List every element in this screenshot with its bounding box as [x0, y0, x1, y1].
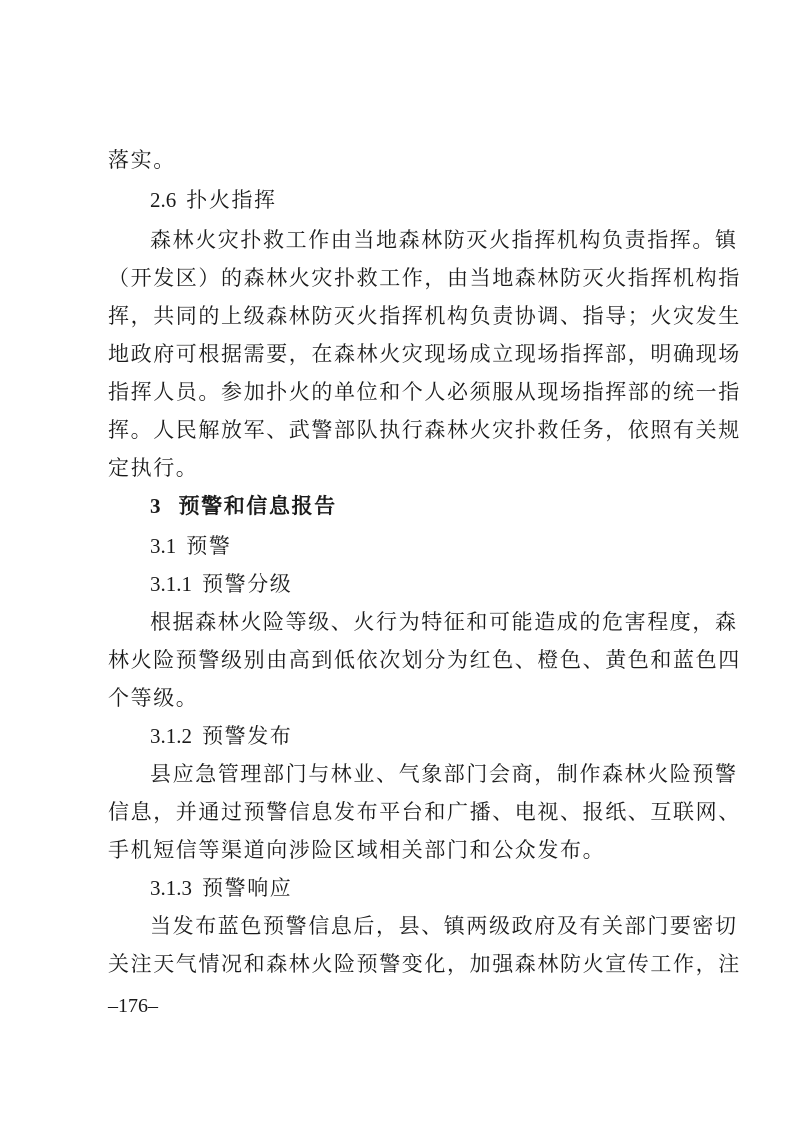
heading-number: 3.1.2	[150, 724, 192, 748]
paragraph-line: （开发区）的森林火灾扑救工作，由当地森林防灭火指挥机构指	[108, 266, 741, 290]
section-heading-3	[150, 494, 735, 518]
paragraph-line: 定执行。	[108, 456, 199, 480]
heading-number: 3	[150, 494, 161, 518]
heading-text: 预警和信息报告	[178, 494, 337, 518]
paragraph-line: 地政府可根据需要，在森林火灾现场成立现场指挥部，明确现场	[108, 342, 741, 366]
heading-text: 预警分级	[202, 572, 293, 596]
section-heading-3-1-2	[150, 724, 735, 748]
section-heading-3-1-1	[150, 572, 735, 596]
paragraph-line: 信息，并通过预警信息发布平台和广播、电视、报纸、互联网、	[108, 800, 741, 824]
page-number: –176–	[108, 995, 158, 1017]
paragraph-line: 当发布蓝色预警信息后，县、镇两级政府及有关部门要密切	[150, 914, 738, 938]
heading-number: 3.1	[150, 534, 177, 558]
paragraph-line: 县应急管理部门与林业、气象部门会商，制作森林火险预警	[150, 762, 738, 786]
paragraph-line: 森林火灾扑救工作由当地森林防灭火指挥机构负责指挥。镇	[150, 228, 738, 252]
paragraph-line: 关注天气情况和森林火险预警变化，加强森林防火宣传工作，注	[108, 952, 741, 976]
heading-text: 预警发布	[202, 724, 293, 748]
heading-number: 2.6	[150, 188, 177, 212]
heading-number: 3.1.1	[150, 572, 192, 596]
paragraph-line: 手机短信等渠道向涉险区域相关部门和公众发布。	[108, 838, 606, 862]
heading-number: 3.1.3	[150, 876, 192, 900]
heading-text: 预警响应	[202, 876, 293, 900]
paragraph-line: 挥，共同的上级森林防灭火指挥机构负责协调、指导；火灾发生	[108, 304, 741, 328]
paragraph-line: 个等级。	[108, 686, 199, 710]
paragraph-line: 挥。人民解放军、武警部队执行森林火灾扑救任务，依照有关规	[108, 418, 741, 442]
section-heading-2-6	[150, 188, 735, 212]
section-heading-3-1-3	[150, 876, 735, 900]
paragraph-line: 落实。	[108, 148, 176, 172]
paragraph-line: 根据森林火险等级、火行为特征和可能造成的危害程度，森	[150, 610, 738, 634]
heading-text: 扑火指挥	[186, 188, 277, 212]
section-heading-3-1	[150, 534, 735, 558]
paragraph-line: 指挥人员。参加扑火的单位和个人必须服从现场指挥部的统一指	[108, 380, 741, 404]
heading-text: 预警	[186, 534, 232, 558]
paragraph-line: 林火险预警级别由高到低依次划分为红色、橙色、黄色和蓝色四	[108, 648, 741, 672]
